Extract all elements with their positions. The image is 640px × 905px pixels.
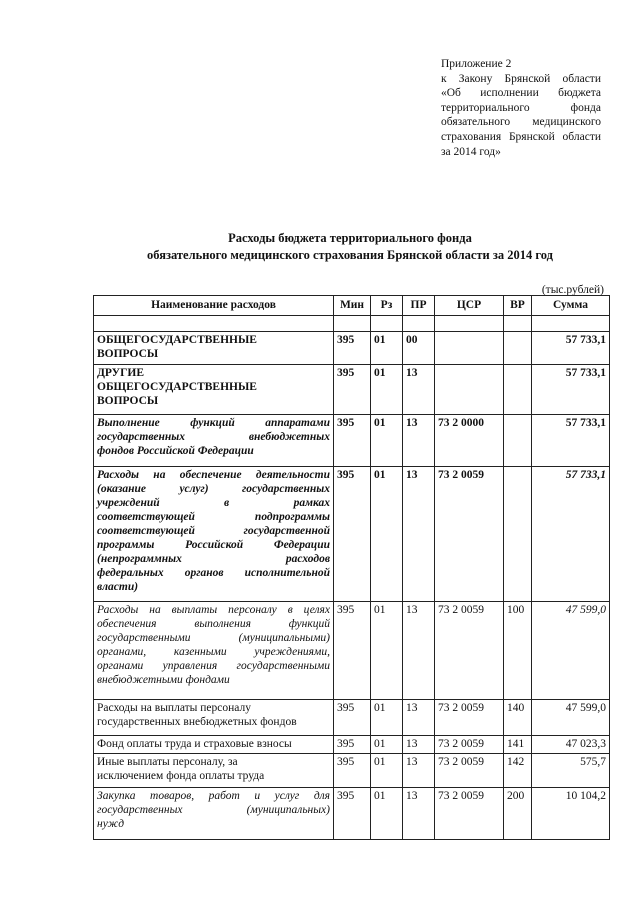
row-vr: 100 bbox=[504, 602, 532, 700]
table-header-row bbox=[94, 296, 610, 316]
header-sum: Сумма bbox=[532, 296, 610, 316]
row-name-line: соответствующей государственной bbox=[97, 525, 330, 537]
appendix-line: страхования Брянской области bbox=[441, 130, 601, 143]
row-name-line: ДРУГИЕ bbox=[97, 367, 145, 379]
row-vr bbox=[504, 332, 532, 365]
row-name-line: ОБЩЕГОСУДАРСТВЕННЫЕ bbox=[97, 334, 257, 346]
row-vr bbox=[504, 467, 532, 602]
units-label: (тыс.рублей) bbox=[541, 284, 604, 296]
row-name-line: федеральных органов исполнительной bbox=[97, 567, 330, 579]
row-name-line: Фонд оплаты труда и страховые взносы bbox=[97, 738, 292, 750]
row-vr: 141 bbox=[504, 736, 532, 754]
expenses-table bbox=[93, 295, 610, 840]
row-vr: 140 bbox=[504, 700, 532, 736]
spacer-cell bbox=[435, 316, 504, 332]
row-rz: 01 bbox=[371, 736, 403, 754]
header-pr: ПР bbox=[403, 296, 435, 316]
table-row bbox=[94, 736, 610, 754]
row-name-line: ВОПРОСЫ bbox=[97, 395, 159, 407]
row-sum: 57 733,1 bbox=[532, 467, 610, 602]
row-name bbox=[94, 700, 334, 736]
header-name: Наименование расходов bbox=[94, 296, 334, 316]
row-pr: 00 bbox=[403, 332, 435, 365]
table-row bbox=[94, 332, 610, 365]
row-vr bbox=[504, 415, 532, 467]
row-pr: 13 bbox=[403, 365, 435, 415]
row-name-line: Выполнение функций аппаратами bbox=[97, 417, 330, 429]
row-sum: 10 104,2 bbox=[532, 788, 610, 840]
row-sum: 47 599,0 bbox=[532, 602, 610, 700]
spacer-cell bbox=[94, 316, 334, 332]
appendix-line: территориального фонда bbox=[441, 101, 601, 114]
appendix-line: за 2014 год» bbox=[441, 145, 501, 158]
row-name-line: (оказание услуг) государственных bbox=[97, 483, 330, 495]
row-name bbox=[94, 467, 334, 602]
row-name-line: соответствующей подпрограммы bbox=[97, 511, 330, 523]
appendix-line: «Об исполнении бюджета bbox=[441, 87, 601, 100]
document-title-line: Расходы бюджета территориального фонда bbox=[228, 231, 472, 245]
header-csr: ЦСР bbox=[435, 296, 504, 316]
spacer-cell bbox=[334, 316, 371, 332]
row-name bbox=[94, 736, 334, 754]
row-pr: 13 bbox=[403, 700, 435, 736]
row-min: 395 bbox=[334, 788, 371, 840]
row-csr: 73 2 0059 bbox=[435, 700, 504, 736]
spacer-cell bbox=[371, 316, 403, 332]
row-pr: 13 bbox=[403, 467, 435, 602]
row-sum: 47 599,0 bbox=[532, 700, 610, 736]
table-row bbox=[94, 365, 610, 415]
row-rz: 01 bbox=[371, 365, 403, 415]
row-name-line: ВОПРОСЫ bbox=[97, 348, 159, 360]
row-csr: 73 2 0059 bbox=[435, 788, 504, 840]
document-title-line: обязательного медицинского страхования Брянской области за 2014 год bbox=[147, 248, 553, 262]
header-min: Мин bbox=[334, 296, 371, 316]
row-csr: 73 2 0059 bbox=[435, 602, 504, 700]
row-sum: 575,7 bbox=[532, 754, 610, 788]
row-sum: 57 733,1 bbox=[532, 365, 610, 415]
row-name bbox=[94, 415, 334, 467]
row-name-line: Закупка товаров, работ и услуг для bbox=[97, 790, 330, 802]
row-name bbox=[94, 602, 334, 700]
row-name-line: государственных внебюджетных фондов bbox=[97, 716, 297, 728]
table-row bbox=[94, 415, 610, 467]
table-spacer-row bbox=[94, 316, 610, 332]
row-name bbox=[94, 754, 334, 788]
table-row bbox=[94, 754, 610, 788]
spacer-cell bbox=[403, 316, 435, 332]
row-min: 395 bbox=[334, 754, 371, 788]
row-rz: 01 bbox=[371, 415, 403, 467]
row-vr: 200 bbox=[504, 788, 532, 840]
row-rz: 01 bbox=[371, 602, 403, 700]
appendix-block bbox=[441, 57, 601, 159]
row-name-line: государственных внебюджетных bbox=[97, 431, 330, 443]
header-rz: Рз bbox=[371, 296, 403, 316]
row-name-line: Расходы на выплаты персоналу bbox=[97, 702, 251, 714]
row-sum: 57 733,1 bbox=[532, 415, 610, 467]
row-pr: 13 bbox=[403, 736, 435, 754]
row-name-line: внебюджетными фондами bbox=[97, 674, 230, 686]
row-csr bbox=[435, 365, 504, 415]
row-rz: 01 bbox=[371, 788, 403, 840]
row-csr: 73 2 0059 bbox=[435, 467, 504, 602]
row-rz: 01 bbox=[371, 467, 403, 602]
document-title bbox=[90, 230, 610, 264]
table-row bbox=[94, 700, 610, 736]
row-rz: 01 bbox=[371, 332, 403, 365]
appendix-title: Приложение 2 bbox=[441, 58, 512, 70]
row-min: 395 bbox=[334, 332, 371, 365]
table-row bbox=[94, 467, 610, 602]
row-name-line: нужд bbox=[97, 818, 125, 830]
row-min: 395 bbox=[334, 467, 371, 602]
row-name-line: государственных (муниципальных) bbox=[97, 804, 330, 816]
row-name-line: Расходы на обеспечение деятельности bbox=[97, 469, 330, 481]
row-csr: 73 2 0000 bbox=[435, 415, 504, 467]
row-rz: 01 bbox=[371, 754, 403, 788]
row-csr: 73 2 0059 bbox=[435, 754, 504, 788]
row-rz: 01 bbox=[371, 700, 403, 736]
spacer-cell bbox=[504, 316, 532, 332]
row-min: 395 bbox=[334, 415, 371, 467]
row-pr: 13 bbox=[403, 602, 435, 700]
row-name-line: органами управления государственными bbox=[97, 660, 330, 672]
row-name-line: обеспечения выполнения функций bbox=[97, 618, 330, 630]
row-name-line: учреждений в рамках bbox=[97, 497, 330, 509]
row-pr: 13 bbox=[403, 415, 435, 467]
row-name bbox=[94, 788, 334, 840]
row-name-line: власти) bbox=[97, 581, 139, 593]
row-name-line: государственными (муниципальными) bbox=[97, 632, 330, 644]
header-vr: ВР bbox=[504, 296, 532, 316]
table-row bbox=[94, 602, 610, 700]
row-min: 395 bbox=[334, 365, 371, 415]
row-vr bbox=[504, 365, 532, 415]
row-csr: 73 2 0059 bbox=[435, 736, 504, 754]
row-pr: 13 bbox=[403, 788, 435, 840]
row-name bbox=[94, 332, 334, 365]
row-vr: 142 bbox=[504, 754, 532, 788]
row-csr bbox=[435, 332, 504, 365]
row-name-line: (непрограммных расходов bbox=[97, 553, 330, 565]
row-name-line: Расходы на выплаты персоналу в целях bbox=[97, 604, 330, 616]
row-sum: 47 023,3 bbox=[532, 736, 610, 754]
row-min: 395 bbox=[334, 602, 371, 700]
row-pr: 13 bbox=[403, 754, 435, 788]
row-name-line: ОБЩЕГОСУДАРСТВЕННЫЕ bbox=[97, 381, 257, 393]
row-sum: 57 733,1 bbox=[532, 332, 610, 365]
row-name-line: программы Российской Федерации bbox=[97, 539, 330, 551]
appendix-line: к Закону Брянской области bbox=[441, 72, 601, 85]
row-name-line: органами, казенными учреждениями, bbox=[97, 646, 330, 658]
table-row bbox=[94, 788, 610, 840]
row-name bbox=[94, 365, 334, 415]
row-name-line: фондов Российской Федерации bbox=[97, 445, 254, 457]
appendix-line: обязательного медицинского bbox=[441, 116, 601, 129]
row-min: 395 bbox=[334, 736, 371, 754]
row-min: 395 bbox=[334, 700, 371, 736]
spacer-cell bbox=[532, 316, 610, 332]
row-name-line: Иные выплаты персоналу, за bbox=[97, 756, 238, 768]
row-name-line: исключением фонда оплаты труда bbox=[97, 770, 265, 782]
